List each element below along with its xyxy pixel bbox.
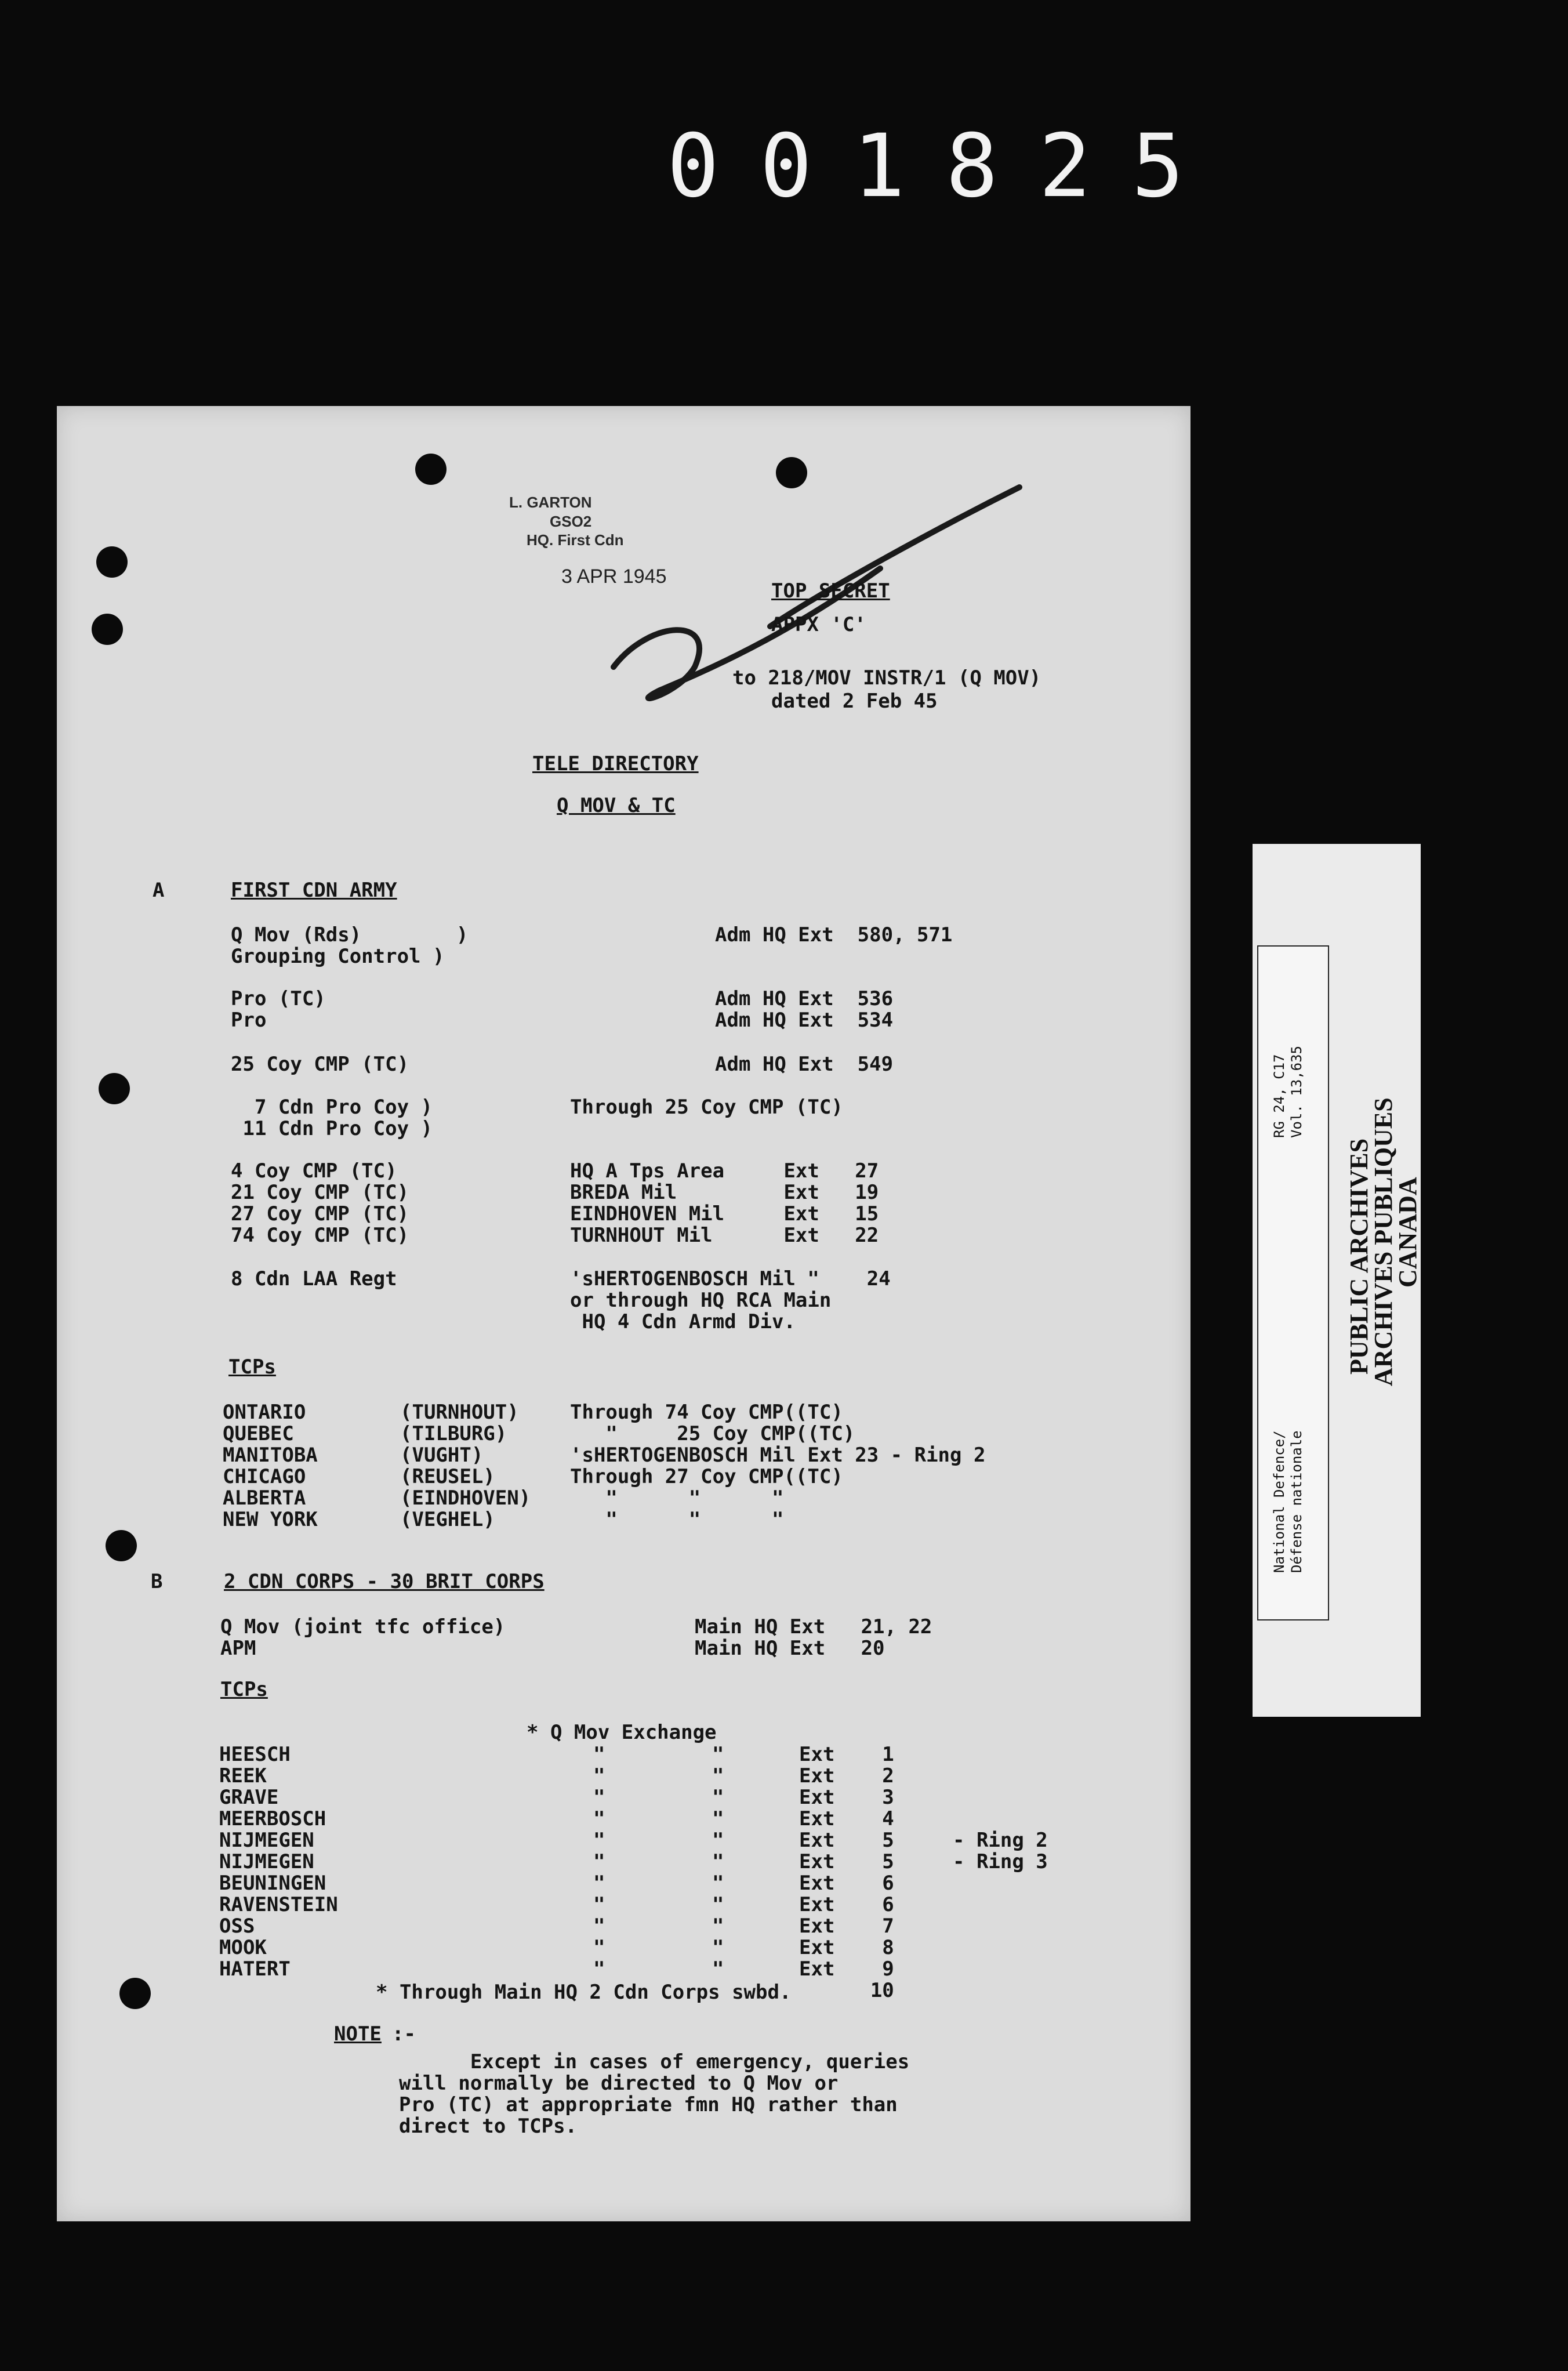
appendix: APPX 'C' (771, 613, 866, 636)
tcp-ext: 10 (799, 1979, 894, 2002)
tcp-name: ONTARIO (223, 1401, 306, 1424)
reference: to 218/MOV INSTR/1 (Q MOV) (732, 666, 1041, 690)
punch-hole (119, 1978, 151, 2009)
tcp-ext: Ext 5 (799, 1850, 894, 1873)
ditto-mark: " (712, 1957, 724, 1981)
list-value: Main HQ Ext 20 (695, 1637, 885, 1660)
stamp-date: 3 APR 1945 (561, 565, 667, 588)
list-item: Q Mov (Rds) ) (231, 923, 469, 947)
list-item: 27 Coy CMP (TC) (231, 1202, 409, 1226)
ditto-mark: " (712, 1915, 724, 1938)
list-item: 8 Cdn LAA Regt (231, 1267, 397, 1290)
tcp-ext: Ext 4 (799, 1807, 894, 1830)
ditto-mark: " (712, 1786, 724, 1809)
ditto-mark: " (712, 1936, 724, 1959)
note-label: NOTE (334, 2022, 382, 2046)
ditto-mark: " (593, 1786, 605, 1809)
tcp-name: MEERBOSCH (219, 1807, 326, 1830)
archives-name-1: PUBLIC ARCHIVES (1345, 1138, 1373, 1375)
list-value: 'sHERTOGENBOSCH Mil " 24 (570, 1267, 891, 1290)
tcp-name: RAVENSTEIN (219, 1893, 338, 1916)
ditto-mark: " (712, 1850, 724, 1873)
note-line: will normally be directed to Q Mov or (399, 2072, 839, 2095)
tcp-place: (TILBURG) (400, 1422, 507, 1445)
tcp-name: MOOK (219, 1936, 267, 1959)
ditto-mark: " (712, 1807, 724, 1830)
tcp-ext: Ext 6 (799, 1872, 894, 1895)
list-item: Q Mov (joint tfc office) (220, 1615, 506, 1638)
list-item: 7 Cdn Pro Coy ) (231, 1096, 433, 1119)
tcp-via: 'sHERTOGENBOSCH Mil Ext 23 - Ring 2 (570, 1444, 986, 1467)
tcp-name: QUEBEC (223, 1422, 294, 1445)
list-value: HQ 4 Cdn Armd Div. (570, 1310, 796, 1333)
ditto-mark: " (593, 1915, 605, 1938)
tcp-ext: Ext 6 (799, 1893, 894, 1916)
punch-hole (415, 454, 447, 485)
ditto-mark: " (712, 1829, 724, 1852)
tcp-via: Through 27 Coy CMP((TC) (570, 1465, 843, 1488)
archive-ref-1: RG 24, C17 (1271, 1054, 1287, 1138)
ditto-mark: " (593, 1936, 605, 1959)
note-suffix: :- (392, 2022, 416, 2046)
ditto-mark: " (593, 1764, 605, 1788)
tcp-via: " 25 Coy CMP((TC) (570, 1422, 855, 1445)
tcp-name: ALBERTA (223, 1487, 306, 1510)
ditto-mark: " (712, 1764, 724, 1788)
tcp-via: Through 74 Coy CMP((TC) (570, 1401, 843, 1424)
list-item: 25 Coy CMP (TC) (231, 1053, 409, 1076)
list-value: BREDA Mil Ext 19 (570, 1181, 879, 1204)
archives-name-2: ARCHIVES PUBLIQUES (1369, 1097, 1398, 1386)
list-item: 21 Coy CMP (TC) (231, 1181, 409, 1204)
list-value: EINDHOVEN Mil Ext 15 (570, 1202, 879, 1226)
tcp-ext: Ext 9 (799, 1957, 894, 1981)
ditto-mark: " (593, 1743, 605, 1766)
list-value: Adm HQ Ext 534 (715, 1009, 894, 1032)
stamp-name: L. GARTON (509, 494, 592, 511)
list-item: 11 Cdn Pro Coy ) (231, 1117, 433, 1140)
ditto-mark: " (593, 1893, 605, 1916)
list-item: APM (220, 1637, 256, 1660)
tcp-ring: - Ring 2 (953, 1829, 1048, 1852)
ditto-mark: " (712, 1893, 724, 1916)
list-item: 4 Coy CMP (TC) (231, 1159, 397, 1183)
ditto-mark: " (593, 1850, 605, 1873)
list-value: HQ A Tps Area Ext 27 (570, 1159, 879, 1183)
note-line: direct to TCPs. (399, 2115, 578, 2138)
punch-hole (106, 1530, 137, 1561)
tcp-name: NIJMEGEN (219, 1850, 314, 1873)
list-value: Adm HQ Ext 549 (715, 1053, 894, 1076)
ditto-mark: " (593, 1957, 605, 1981)
tcp-place: (EINDHOVEN) (400, 1487, 531, 1510)
page-subtitle: Q MOV & TC (557, 794, 676, 817)
section-b-letter: B (151, 1570, 163, 1593)
tcp-place: (TURNHOUT) (400, 1401, 519, 1424)
list-item: 74 Coy CMP (TC) (231, 1224, 409, 1247)
exchange-header: * Q Mov Exchange (527, 1721, 717, 1744)
ditto-mark: " (593, 1872, 605, 1895)
tcp-name: CHICAGO (223, 1465, 306, 1488)
dated: dated 2 Feb 45 (771, 690, 938, 713)
list-item: Grouping Control ) (231, 945, 445, 968)
list-value: or through HQ RCA Main (570, 1289, 832, 1312)
footnote: * Through Main HQ 2 Cdn Corps swbd. (376, 1981, 792, 2004)
tcp-place: (REUSEL) (400, 1465, 495, 1488)
punch-hole (92, 614, 123, 645)
ditto-mark: " (593, 1807, 605, 1830)
ditto-mark: " (712, 1743, 724, 1766)
tcp-name: MANITOBA (223, 1444, 318, 1467)
tcp-name: HEESCH (219, 1743, 291, 1766)
tcps-heading: TCPs (220, 1678, 268, 1701)
ditto-mark: " (712, 1872, 724, 1895)
list-item: Pro (231, 1009, 267, 1032)
tcp-via: " " " (570, 1487, 784, 1510)
tcp-place: (VEGHEL) (400, 1508, 495, 1531)
archive-label (1257, 945, 1329, 1620)
note-line: Except in cases of emergency, queries (399, 2050, 910, 2073)
tcp-via: " " " (570, 1508, 784, 1531)
tcp-name: NEW YORK (223, 1508, 318, 1531)
tcp-name: BEUNINGEN (219, 1872, 326, 1895)
tcp-name: NIJMEGEN (219, 1829, 314, 1852)
ditto-mark: " (593, 1829, 605, 1852)
tcp-ext: Ext 2 (799, 1764, 894, 1788)
archives-name-3: CANADA (1393, 1177, 1422, 1288)
archive-dept-2: Défense nationale (1288, 1430, 1305, 1573)
tcp-ext: Ext 1 (799, 1743, 894, 1766)
stamp-hq: HQ. First Cdn (527, 531, 624, 549)
punch-hole (99, 1073, 130, 1104)
note-line: Pro (TC) at appropriate fmn HQ rather than (399, 2093, 898, 2116)
tcp-name: GRAVE (219, 1786, 279, 1809)
tcp-name: REEK (219, 1764, 267, 1788)
list-value: Through 25 Coy CMP (TC) (570, 1096, 843, 1119)
tcp-name: OSS (219, 1915, 255, 1938)
stamp-rank: GSO2 (550, 512, 592, 530)
frame-number: 001825 (667, 116, 1225, 217)
archive-dept-1: National Defence/ (1271, 1430, 1287, 1573)
list-value: TURNHOUT Mil Ext 22 (570, 1224, 879, 1247)
list-value: Adm HQ Ext 580, 571 (715, 923, 953, 947)
section-a-heading: FIRST CDN ARMY (231, 879, 397, 902)
tcp-ext: Ext 8 (799, 1936, 894, 1959)
section-b-heading: 2 CDN CORPS - 30 BRIT CORPS (224, 1570, 545, 1593)
section-a-letter: A (153, 879, 165, 902)
list-value: Adm HQ Ext 536 (715, 987, 894, 1010)
tcp-ring: - Ring 3 (953, 1850, 1048, 1873)
document-page (57, 406, 1190, 2221)
archive-ref-2: Vol. 13,635 (1288, 1046, 1305, 1138)
tcp-ext: Ext 7 (799, 1915, 894, 1938)
tcp-ext: Ext 5 (799, 1829, 894, 1852)
classification: TOP SECRET (771, 579, 890, 603)
punch-hole (96, 546, 128, 578)
tcp-ext: Ext 3 (799, 1786, 894, 1809)
tcp-name: HATERT (219, 1957, 291, 1981)
list-item: Pro (TC) (231, 987, 326, 1010)
list-value: Main HQ Ext 21, 22 (695, 1615, 932, 1638)
tcps-heading: TCPs (228, 1355, 276, 1379)
tcp-place: (VUGHT) (400, 1444, 484, 1467)
page-title: TELE DIRECTORY (532, 752, 699, 775)
